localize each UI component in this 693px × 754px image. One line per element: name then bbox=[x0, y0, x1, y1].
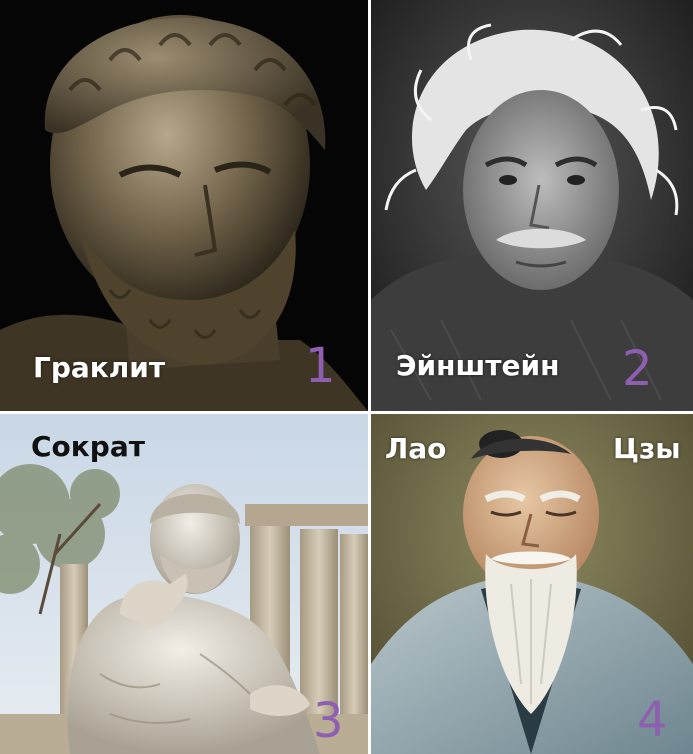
panel-number-2: 2 bbox=[622, 341, 653, 397]
panel-4 bbox=[371, 414, 693, 754]
caption-heraclitus: Граклит bbox=[33, 351, 166, 384]
panel-number-1: 1 bbox=[305, 338, 336, 394]
panel-number-4: 4 bbox=[637, 692, 668, 748]
panel-number-3: 3 bbox=[313, 693, 344, 749]
panel-2 bbox=[371, 0, 693, 411]
caption-socrates: Сократ bbox=[31, 430, 145, 463]
panel-1 bbox=[0, 0, 368, 411]
caption-tzu: Цзы bbox=[613, 432, 681, 465]
caption-lao: Лао bbox=[385, 432, 447, 465]
panel-3 bbox=[0, 414, 368, 754]
caption-einstein: Эйнштейн bbox=[396, 349, 560, 382]
